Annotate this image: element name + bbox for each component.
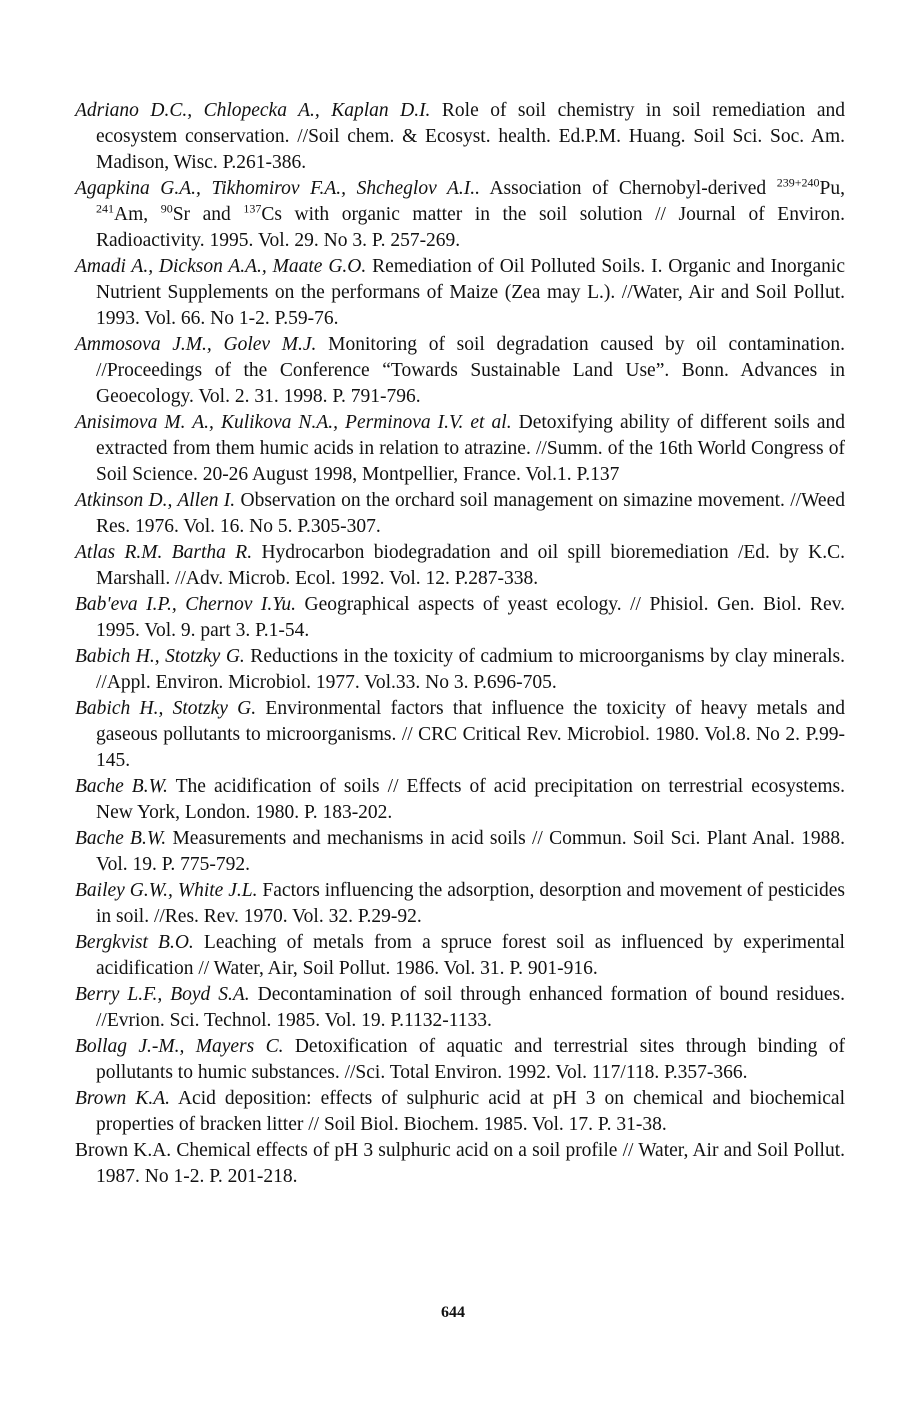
reference-entry: [75, 826, 845, 878]
reference-entry: [75, 98, 845, 176]
isotope-mass-number: 239+240: [776, 175, 820, 190]
reference-text: Decontamination of soil through enhanced formation of bound residues. //Evrion. Sci. Technol. 1985. Vol. 19. P.1132-1133.: [96, 984, 846, 1031]
reference-authors: Adriano D.C., Chlopecka A., Kaplan D.I.: [75, 100, 431, 121]
reference-authors: Babich H., Stotzky G.: [75, 698, 257, 719]
element-symbol: Pu,: [819, 178, 845, 199]
reference-text: Detoxifying ability of different soils and extracted from them humic acids in relation to atrazine. //Summ. of the 16th World Congress of Soil Science. 20-26 August 1998, Montpellier, France. Vol.1. P.137: [96, 412, 845, 485]
reference-text: Remediation of Oil Polluted Soils. I. Organic and Inorganic Nutrient Supplements on the performans of Maize (Zea may L.). //Water, Air and Soil Pollut. 1993. Vol. 66. No 1-2. P.59-76.: [96, 256, 845, 329]
reference-authors: Anisimova M. A., Kulikova N.A., Perminova I.V. et al.: [75, 412, 512, 433]
reference-authors: Atkinson D., Allen I.: [75, 490, 236, 511]
reference-entry: [75, 254, 845, 332]
reference-text: Brown K.A. Chemical effects of pH 3 sulphuric acid on a soil profile // Water, Air and Soil Pollut. 1987. No 1-2. P. 201-218.: [75, 1140, 845, 1187]
reference-text: Factors influencing the adsorption, desorption and movement of pesticides in soil. //Res. Rev. 1970. Vol. 32. P.29-92.: [96, 880, 845, 927]
reference-list: [75, 98, 845, 1190]
reference-authors: Agapkina G.A., Tikhomirov F.A., Shcheglov A.I..: [75, 178, 480, 199]
reference-text: Acid deposition: effects of sulphuric acid at pH 3 on chemical and biochemical properties of bracken litter // Soil Biol. Biochem. 1985. Vol. 17. P. 31-38.: [96, 1088, 845, 1135]
element-symbol: Sr and: [172, 204, 244, 225]
reference-entry: [75, 1034, 845, 1086]
reference-entry: [75, 540, 845, 592]
reference-text: Reductions in the toxicity of cadmium to microorganisms by clay minerals. //Appl. Environ. Microbiol. 1977. Vol.33. No 3. P.696-705.: [96, 646, 845, 693]
reference-text: Monitoring of soil degradation caused by oil contamination. //Proceedings of the Conference “Towards Sustainable Land Use”. Bonn. Advances in Geoecology. Vol. 2. 31. 1998. P. 791-796.: [96, 334, 845, 407]
page-number: 644: [441, 1304, 465, 1321]
reference-authors: Brown K.A.: [75, 1088, 170, 1109]
reference-entry: [75, 644, 845, 696]
reference-authors: Atlas R.M. Bartha R.: [75, 542, 253, 563]
reference-authors: Bailey G.W., White J.L.: [75, 880, 258, 901]
reference-text: Leaching of metals from a spruce forest soil as influenced by experimental acidification // Water, Air, Soil Pollut. 1986. Vol. 31. P. 901-916.: [96, 932, 845, 979]
reference-entry: [75, 1086, 845, 1138]
reference-entry: [75, 176, 845, 254]
isotope-mass-number: 90: [160, 201, 173, 216]
reference-authors: Ammosova J.M., Golev M.J.: [75, 334, 317, 355]
element-symbol: Am,: [114, 204, 161, 225]
reference-entry: [75, 930, 845, 982]
isotope-mass-number: 137: [243, 201, 262, 216]
reference-entry: [75, 410, 845, 488]
reference-text: Role of soil chemistry in soil remediation and ecosystem conservation. //Soil chem. & Ecosyst. health. Ed.P.M. Huang. Soil Sci. Soc. Am. Madison, Wisc. P.261-386.: [96, 100, 845, 173]
reference-text: Measurements and mechanisms in acid soils // Commun. Soil Sci. Plant Anal. 1988. Vol. 19. P. 775-792.: [96, 828, 845, 875]
reference-text: Association of Chernobyl-derived: [479, 178, 777, 199]
reference-entry: [75, 982, 845, 1034]
reference-authors: Bache B.W.: [75, 776, 168, 797]
reference-text: The acidification of soils // Effects of acid precipitation on terrestrial ecosystems. New York, London. 1980. P. 183-202.: [96, 776, 845, 823]
reference-entry: [75, 1138, 845, 1190]
isotope-mass-number: 241: [96, 201, 114, 216]
reference-text: Geographical aspects of yeast ecology. // Phisiol. Gen. Biol. Rev. 1995. Vol. 9. part 3. P.1-54.: [96, 594, 845, 641]
reference-text: Environmental factors that influence the toxicity of heavy metals and gaseous pollutants to microorganisms. // CRC Critical Rev. Microbiol. 1980. Vol.8. No 2. P.99-145.: [96, 698, 845, 771]
reference-text: Detoxification of aquatic and terrestrial sites through binding of pollutants to humic substances. //Sci. Total Environ. 1992. Vol. 117/118. P.357-366.: [96, 1036, 845, 1083]
reference-authors: Bache B.W.: [75, 828, 167, 849]
reference-text: Cs with organic matter in the soil solution // Journal of Environ. Radioactivity. 1995. Vol. 29. No 3. P. 257-269.: [96, 204, 845, 251]
reference-entry: [75, 332, 845, 410]
reference-entry: [75, 592, 845, 644]
reference-entry: [75, 774, 845, 826]
reference-text: Observation on the orchard soil management on simazine movement. //Weed Res. 1976. Vol. 16. No 5. P.305-307.: [96, 490, 845, 537]
reference-authors: Bollag J.-M., Mayers C.: [75, 1036, 284, 1057]
reference-authors: Babich H., Stotzky G.: [75, 646, 245, 667]
reference-entry: [75, 878, 845, 930]
reference-text: Hydrocarbon biodegradation and oil spill bioremediation /Ed. by K.C. Marshall. //Adv. Microb. Ecol. 1992. Vol. 12. P.287-338.: [96, 542, 845, 589]
reference-entry: [75, 696, 845, 774]
reference-entry: [75, 488, 845, 540]
reference-authors: Amadi A., Dickson A.A., Maate G.O.: [75, 256, 367, 277]
reference-authors: Berry L.F., Boyd S.A.: [75, 984, 250, 1005]
reference-authors: Bab'eva I.P., Chernov I.Yu.: [75, 594, 296, 615]
reference-authors: Bergkvist B.O.: [75, 932, 194, 953]
